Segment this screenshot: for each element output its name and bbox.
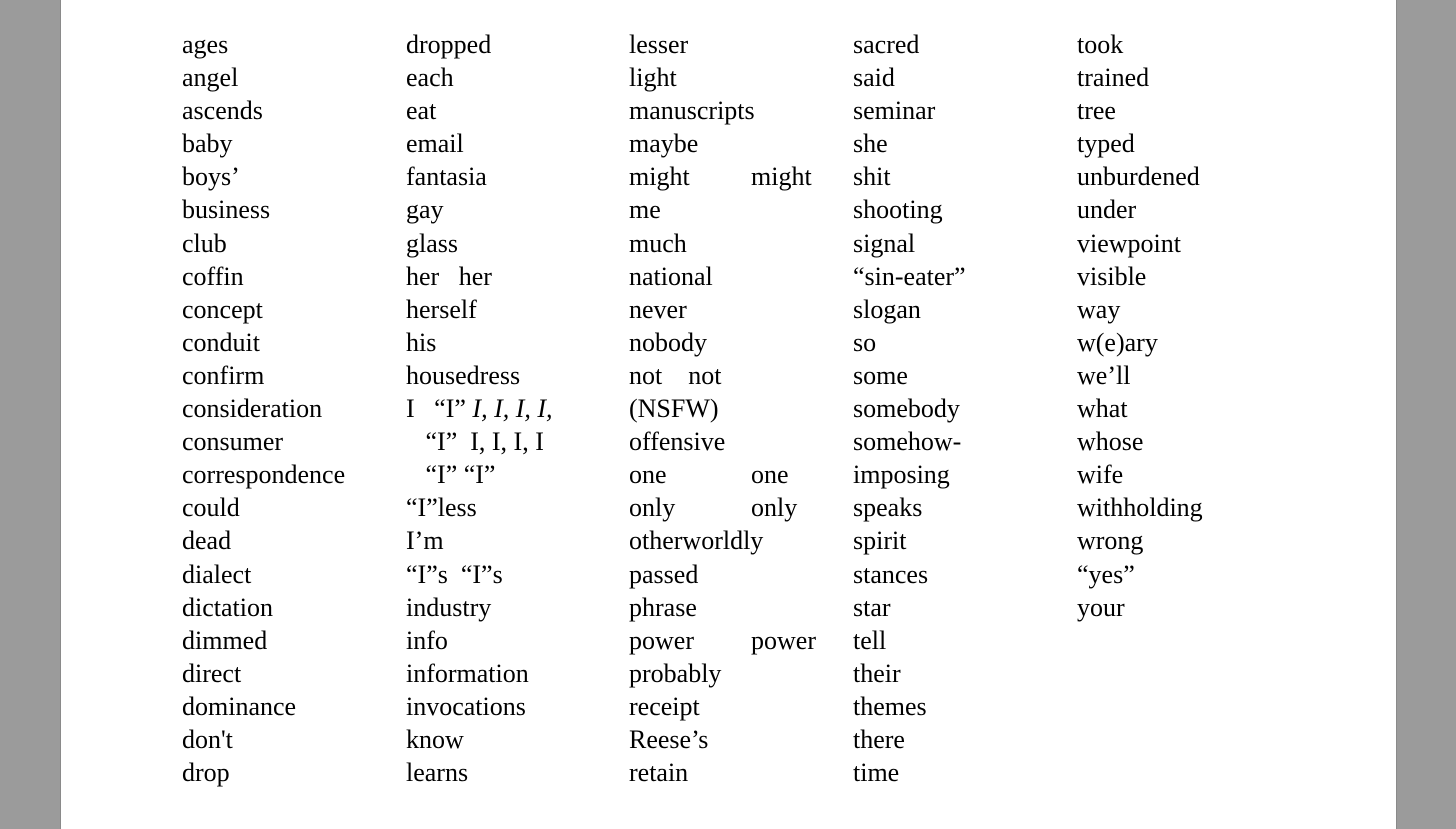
word-segment: imposing [853,460,950,490]
word-list-item [629,491,798,524]
word-segment: only [751,493,798,523]
word-segment: receipt [629,691,700,721]
word-segment: maybe [629,129,699,159]
word-list-item [406,260,553,293]
word-segment: way [1077,294,1121,324]
word-list-item [406,756,553,789]
word-list-item [629,524,763,557]
word-list-item [182,690,345,723]
word-list-item [182,723,345,756]
document-page [60,0,1397,829]
word-segment: sacred [853,30,920,59]
word-list-item [853,28,966,61]
word-segment: I’m [406,526,444,556]
italic-word-segment: I, I, I, I, [465,394,553,424]
word-segment: might [629,162,690,192]
word-list-item [629,94,763,127]
word-list-item [629,293,763,326]
word-list-item [406,558,553,591]
word-segment: what [1077,394,1128,424]
word-column-4 [853,28,966,789]
word-segment: one [751,460,789,490]
word-segment: w(e)ary [1077,327,1158,357]
word-segment: direct [182,658,242,688]
word-list-item [629,558,763,591]
word-segment: information [406,658,529,688]
word-segment: whose [1077,427,1144,457]
word-segment: me [629,195,661,225]
word-list-item [182,591,345,624]
word-list-item [629,657,763,690]
word-list-item [629,127,763,160]
word-list-item [406,392,553,425]
word-list-item [182,624,345,657]
word-list-item [406,624,553,657]
word-list-item [629,326,763,359]
word-list-item [629,392,763,425]
word-segment: gay [406,195,444,225]
word-segment: power [751,625,816,655]
word-list-item [1077,94,1203,127]
word-segment: there [853,724,905,754]
word-list-item [629,425,763,458]
word-segment: speaks [853,493,923,523]
word-segment: withholding [1077,493,1203,523]
word-list-item [629,359,763,392]
word-list-item [406,293,553,326]
word-list-item [406,326,553,359]
word-segment: star [853,592,891,622]
word-segment: she [853,129,888,159]
word-segment: dropped [406,30,492,59]
word-segment: (NSFW) [629,394,719,424]
word-segment: Reese’s [629,724,709,754]
word-list-item [629,193,763,226]
word-list-item [853,260,966,293]
word-list-item [182,524,345,557]
word-column-5 [1077,28,1203,624]
word-list-item [1077,491,1203,524]
word-list-item [406,359,553,392]
word-segment: said [853,63,895,93]
word-segment: some [853,360,908,390]
word-segment: club [182,228,227,258]
word-list-item [182,61,345,94]
word-segment: invocations [406,691,526,721]
word-segment: “I” “I” [406,460,496,490]
word-list-item [1077,326,1203,359]
word-segment: otherworldly [629,526,764,556]
word-list-item [853,227,966,260]
word-segment: “I” I, I, I, I [406,427,544,457]
word-segment: so [853,327,877,357]
word-list-item [853,61,966,94]
word-segment: we’ll [1077,360,1131,390]
word-list-item [629,227,763,260]
word-segment: don't [182,724,233,754]
word-segment: herself [406,294,477,324]
word-segment: your [1077,592,1125,622]
word-segment: manuscripts [629,96,755,126]
word-list-item [182,127,345,160]
word-segment: passed [629,559,699,589]
word-segment: could [182,493,240,523]
word-segment: consideration [182,394,323,424]
word-list-item [406,491,553,524]
word-list-item [629,591,763,624]
word-segment: shit [853,162,891,192]
word-list-item [406,591,553,624]
word-segment: angel [182,63,239,93]
word-list-item [629,28,763,61]
word-list-item [406,524,553,557]
word-segment: dictation [182,592,273,622]
word-segment: tree [1077,96,1116,126]
word-segment: lesser [629,30,689,59]
word-segment: fantasia [406,162,487,192]
word-segment: trained [1077,63,1150,93]
word-segment: shooting [853,195,943,225]
word-list-item [182,359,345,392]
word-segment: I “I” [406,394,466,424]
word-segment: consumer [182,427,284,457]
word-list-item [853,425,966,458]
word-list-item [1077,558,1203,591]
word-list-item [629,458,789,491]
word-list-item [853,591,966,624]
word-segment: boys’ [182,162,240,192]
word-list-item [629,624,816,657]
word-segment: signal [853,228,916,258]
word-segment: somehow- [853,427,962,457]
word-segment: glass [406,228,458,258]
word-segment: light [629,63,677,93]
word-segment: ages [182,30,229,59]
word-segment: dialect [182,559,252,589]
word-list-item [406,425,553,458]
word-list-item [853,756,966,789]
word-segment: time [853,758,900,788]
word-list-item [182,326,345,359]
word-list-item [406,28,553,61]
word-list-item [406,227,553,260]
word-segment: stances [853,559,929,589]
word-segment: their [853,658,901,688]
word-list-item [1077,425,1203,458]
word-list-item [1077,193,1203,226]
word-segment: much [629,228,687,258]
word-segment: one [629,460,667,490]
word-segment: wife [1077,460,1124,490]
word-segment: might [751,162,812,192]
word-list-item [853,524,966,557]
word-list-item [853,127,966,160]
word-segment: retain [629,758,689,788]
word-list-item [629,690,763,723]
word-segment: phrase [629,592,697,622]
word-segment: industry [406,592,492,622]
word-segment: slogan [853,294,921,324]
word-segment: ascends [182,96,263,126]
word-segment: wrong [1077,526,1144,556]
word-list-item [853,392,966,425]
word-list-item [853,359,966,392]
word-list-item [853,690,966,723]
word-list-item [182,491,345,524]
word-segment: “yes” [1077,559,1135,589]
word-segment: probably [629,658,722,688]
word-list-item [406,160,553,193]
word-list-item [182,260,345,293]
word-segment: under [1077,195,1137,225]
word-list-item [406,61,553,94]
word-list-item [182,756,345,789]
word-list-item [1077,458,1203,491]
word-segment: info [406,625,448,655]
word-segment: tell [853,625,887,655]
word-segment: “I”s “I”s [406,559,503,589]
word-segment: visible [1077,261,1147,291]
word-segment: nobody [629,327,707,357]
word-segment: dead [182,526,232,556]
word-list-item [182,392,345,425]
word-list-item [182,293,345,326]
word-segment: his [406,327,437,357]
word-segment: dominance [182,691,297,721]
word-segment: offensive [629,427,726,457]
word-segment: baby [182,129,233,159]
word-column-3 [629,28,816,789]
word-list-item [1077,61,1203,94]
word-list-item [853,293,966,326]
word-segment: seminar [853,96,936,126]
word-list-item [853,193,966,226]
word-list-item [182,657,345,690]
word-list-item [182,558,345,591]
word-segment: correspondence [182,460,346,490]
word-list-item [182,160,345,193]
word-list-item [853,160,966,193]
word-segment: “sin-eater” [853,261,966,291]
word-list-item [629,160,812,193]
word-segment: drop [182,758,230,788]
word-list-item [182,458,345,491]
word-list-item [853,657,966,690]
word-list-item [629,61,763,94]
word-segment: each [406,63,454,93]
word-list-item [1077,591,1203,624]
word-segment: conduit [182,327,260,357]
word-list-item [629,260,763,293]
word-list-item [406,657,553,690]
word-list-item [1077,293,1203,326]
word-list-item [853,723,966,756]
word-list-item [629,756,763,789]
word-list-item [629,723,763,756]
word-list-item [406,458,553,491]
word-segment: never [629,294,687,324]
word-list-item [1077,392,1203,425]
word-list-item [406,193,553,226]
word-segment: not not [629,360,722,390]
word-list-item [182,425,345,458]
word-segment: dimmed [182,625,268,655]
word-segment: viewpoint [1077,228,1181,258]
word-segment: unburdened [1077,162,1200,192]
word-list-item [853,624,966,657]
word-segment: confirm [182,360,265,390]
word-list-item [182,227,345,260]
word-segment: her her [406,261,492,291]
word-list-item [853,458,966,491]
word-segment: learns [406,758,469,788]
word-list-item [1077,359,1203,392]
word-segment: spirit [853,526,907,556]
word-list-item [182,28,345,61]
word-segment: email [406,129,464,159]
word-segment: typed [1077,129,1135,159]
word-list-item [1077,260,1203,293]
word-list-item [182,94,345,127]
word-list-item [406,723,553,756]
word-list-item [853,491,966,524]
word-list-item [1077,127,1203,160]
word-list-item [406,690,553,723]
word-list-item [182,193,345,226]
word-segment: business [182,195,271,225]
word-segment: concept [182,294,263,324]
word-segment: somebody [853,394,960,424]
word-list-item [406,127,553,160]
word-segment: national [629,261,713,291]
word-list-item [1077,160,1203,193]
word-segment: “I”less [406,493,477,523]
word-list-item [406,94,553,127]
word-list-item [1077,524,1203,557]
word-segment: coffin [182,261,244,291]
word-segment: took [1077,30,1124,59]
word-segment: eat [406,96,437,126]
word-list-item [853,326,966,359]
word-list-item [853,94,966,127]
word-segment: housedress [406,360,521,390]
word-list-item [1077,227,1203,260]
word-list-item [1077,28,1203,61]
word-column-1 [182,28,345,789]
word-column-2 [406,28,553,789]
word-segment: power [629,625,694,655]
word-list-item [853,558,966,591]
word-segment: know [406,724,464,754]
word-segment: themes [853,691,927,721]
word-segment: only [629,493,676,523]
